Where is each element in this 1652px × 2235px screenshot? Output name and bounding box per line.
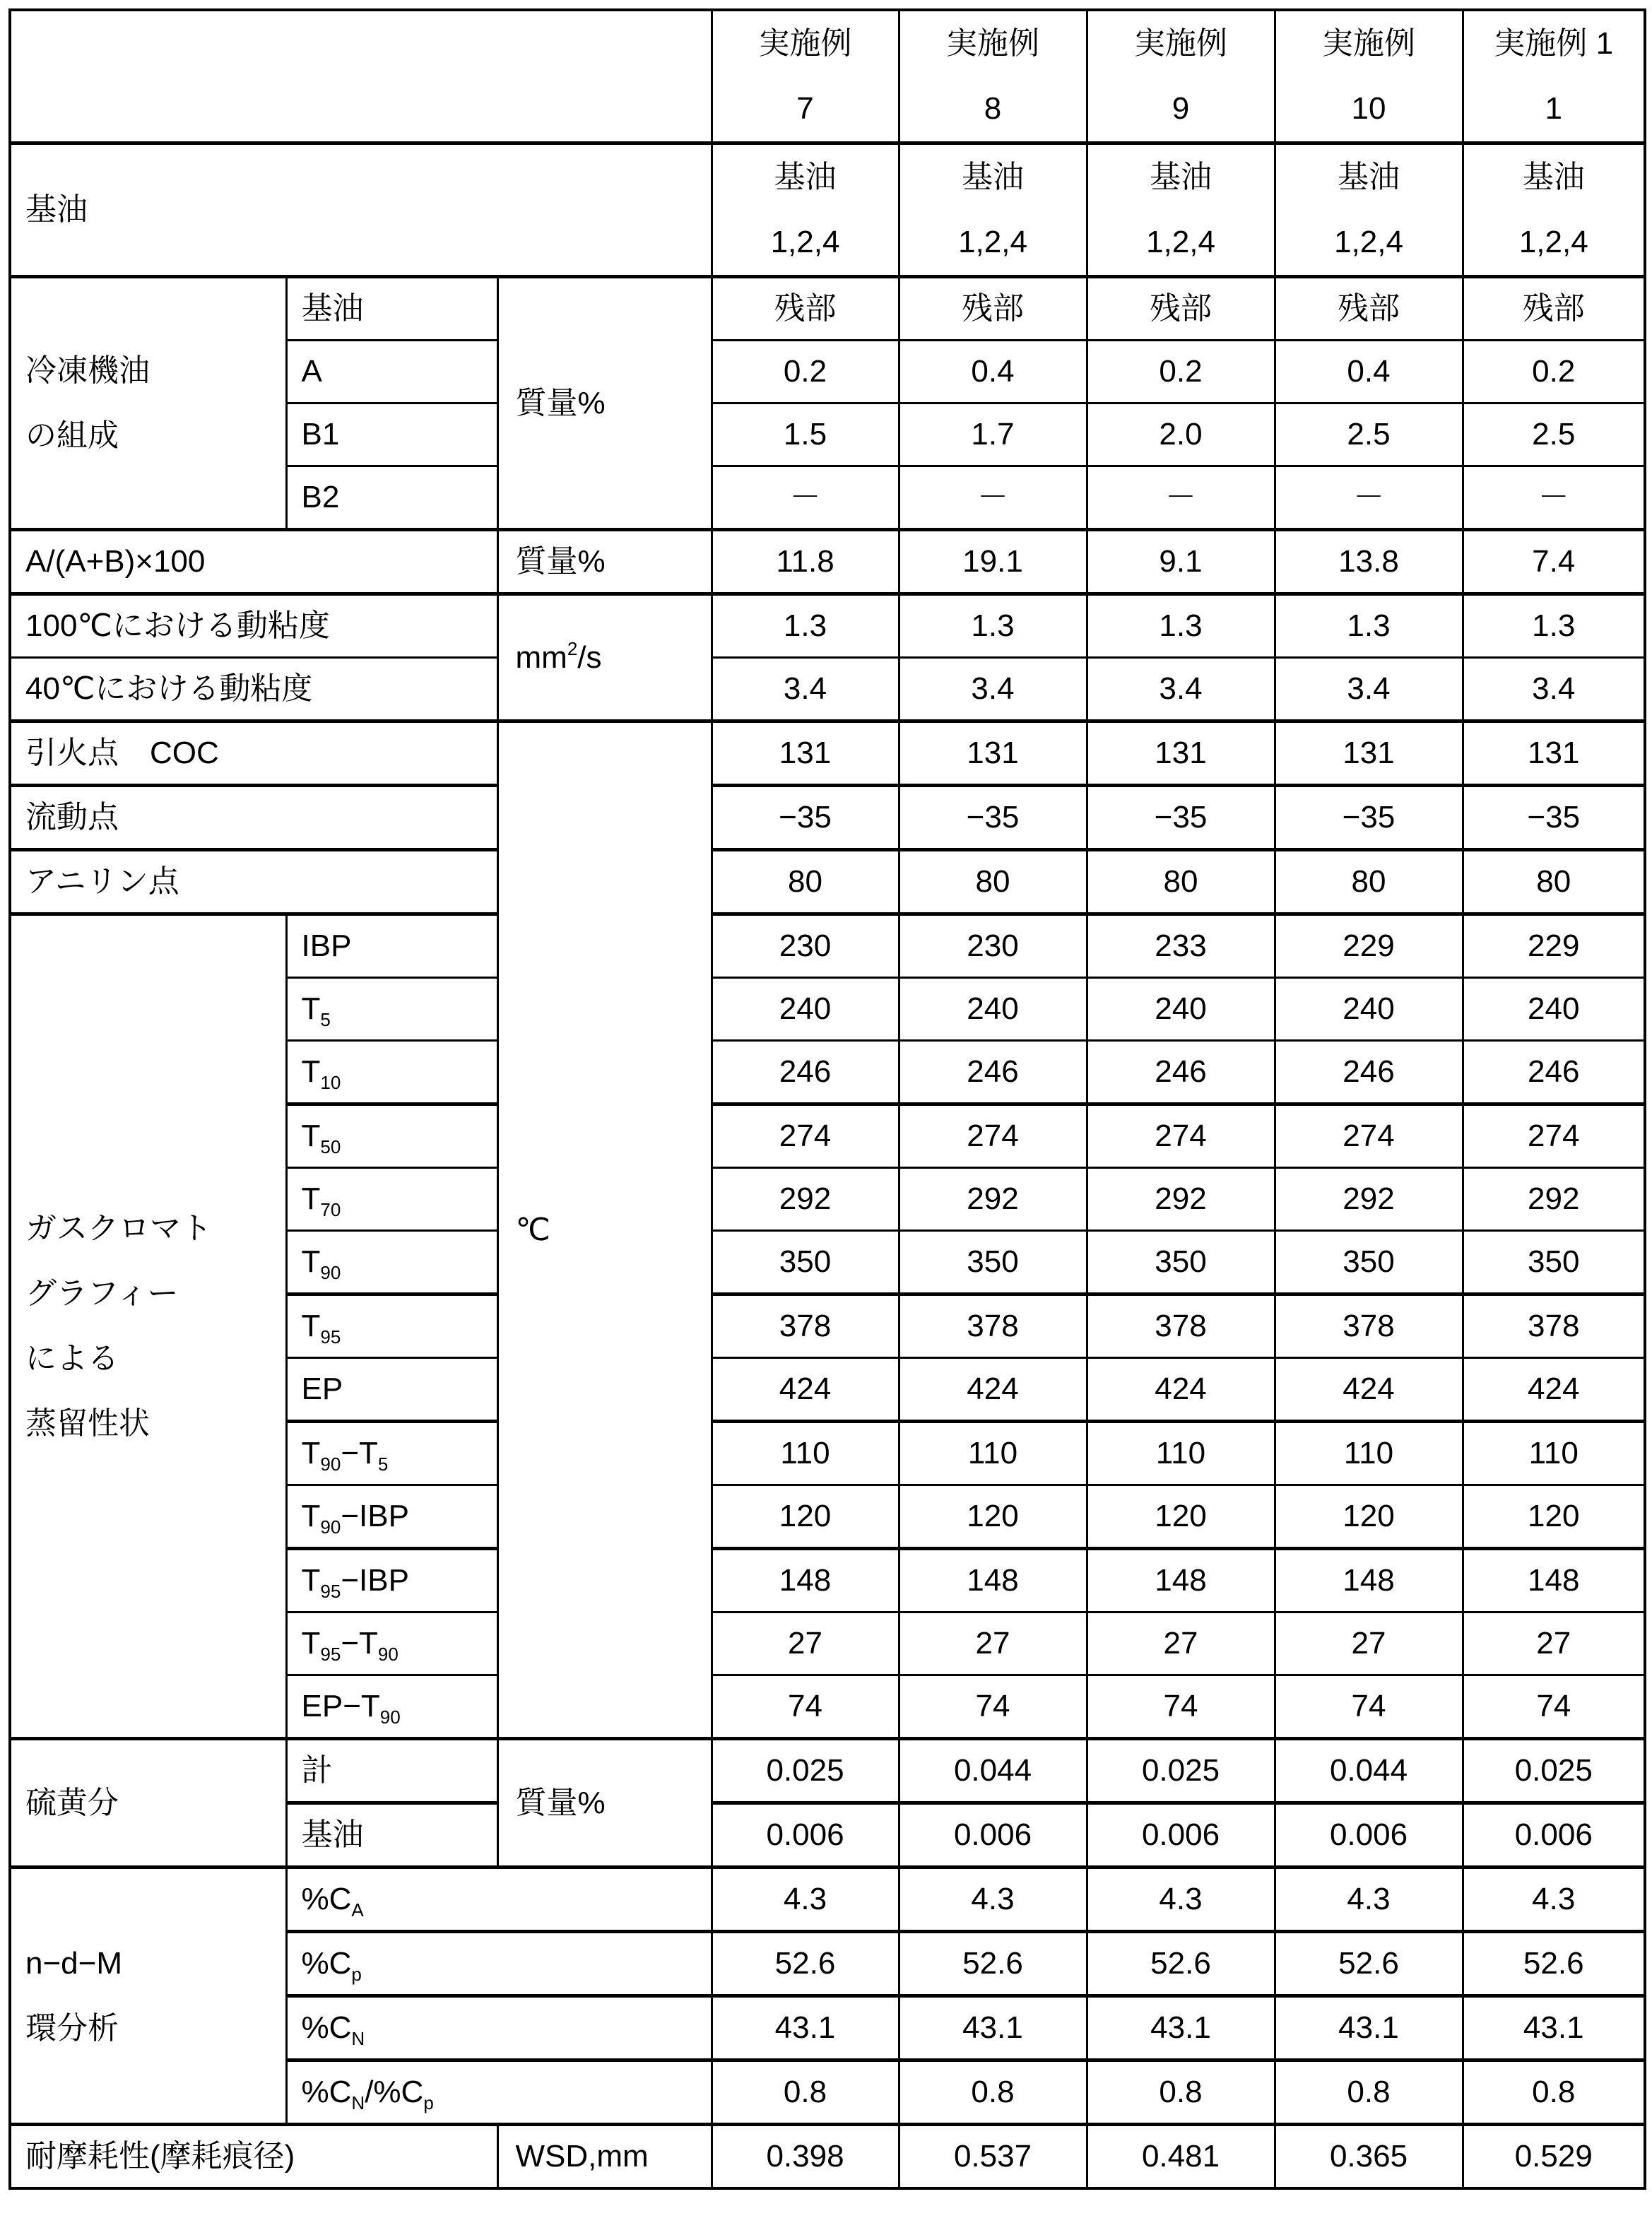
row-label: B1 bbox=[286, 403, 497, 466]
cell: 0.025 bbox=[712, 1739, 899, 1803]
row-label: B2 bbox=[286, 466, 497, 530]
cell: 131 bbox=[1463, 721, 1645, 786]
group-label-distillation: ガスクロマト グラフィー による 蒸留性状 bbox=[10, 914, 286, 1739]
composition-row bbox=[10, 277, 1645, 341]
cell: 292 bbox=[712, 1168, 899, 1231]
unit-cell-viscosity: $mm^2/s$ bbox=[497, 594, 712, 721]
cell: 19.1 bbox=[899, 530, 1087, 594]
cell: 350 bbox=[1463, 1231, 1645, 1295]
cell: 274 bbox=[1087, 1104, 1275, 1168]
cell: 27 bbox=[712, 1612, 899, 1675]
cell: 4.3 bbox=[899, 1868, 1087, 1932]
row-label: $T_{95}$ bbox=[286, 1295, 497, 1358]
cell: － bbox=[1275, 466, 1463, 530]
cell: 43.1 bbox=[1087, 1996, 1275, 2060]
cell: 240 bbox=[1087, 978, 1275, 1041]
cell: 120 bbox=[899, 1485, 1087, 1549]
cell: 残部 bbox=[1087, 277, 1275, 341]
cell: 27 bbox=[899, 1612, 1087, 1675]
cell: 240 bbox=[1275, 978, 1463, 1041]
unit-cell: 質量% bbox=[497, 277, 712, 530]
row-label: $\%C_N$ bbox=[286, 1996, 712, 2060]
cell: 240 bbox=[712, 978, 899, 1041]
row-label: 100℃における動粘度 bbox=[10, 594, 497, 658]
row-label: $\%C_A$ bbox=[286, 1868, 712, 1932]
cell: 0.537 bbox=[899, 2125, 1087, 2189]
cell: 残部 bbox=[899, 277, 1087, 341]
cell: 80 bbox=[1275, 850, 1463, 914]
unit-cell: 質量% bbox=[497, 1739, 712, 1868]
cell: 52.6 bbox=[1275, 1932, 1463, 1996]
row-label: アニリン点 bbox=[10, 850, 497, 914]
cell: 残部 bbox=[1463, 277, 1645, 341]
cell: 120 bbox=[1463, 1485, 1645, 1549]
cell: 0.4 bbox=[1275, 341, 1463, 403]
cell: 246 bbox=[899, 1041, 1087, 1104]
row-label: 耐摩耗性(摩耗痕径) bbox=[10, 2125, 497, 2189]
cell: 43.1 bbox=[1463, 1996, 1645, 2060]
cell: 74 bbox=[712, 1675, 899, 1739]
cell: 131 bbox=[712, 721, 899, 786]
cell: 9.1 bbox=[1087, 530, 1275, 594]
cell: 0.8 bbox=[712, 2060, 899, 2125]
cell: 148 bbox=[1275, 1549, 1463, 1612]
row-label: EP bbox=[286, 1358, 497, 1422]
cell: 52.6 bbox=[1463, 1932, 1645, 1996]
cell: 350 bbox=[1087, 1231, 1275, 1295]
cell: 246 bbox=[1087, 1041, 1275, 1104]
cell: 0.006 bbox=[1463, 1803, 1645, 1868]
cell: 131 bbox=[1087, 721, 1275, 786]
cell: 0.006 bbox=[899, 1803, 1087, 1868]
cell: 0.481 bbox=[1087, 2125, 1275, 2189]
cell: 0.006 bbox=[712, 1803, 899, 1868]
row-label: $T_{90}-T_5$ bbox=[286, 1422, 497, 1485]
cell: 0.8 bbox=[1463, 2060, 1645, 2125]
cell: 424 bbox=[1463, 1358, 1645, 1422]
cell: 378 bbox=[712, 1295, 899, 1358]
row-label: 流動点 bbox=[10, 786, 497, 850]
cell: 274 bbox=[899, 1104, 1087, 1168]
cell: 0.2 bbox=[1087, 341, 1275, 403]
cell: −35 bbox=[899, 786, 1087, 850]
cell: 4.3 bbox=[712, 1868, 899, 1932]
cell: 378 bbox=[899, 1295, 1087, 1358]
header-corner-cell bbox=[10, 10, 712, 143]
cell: 0.398 bbox=[712, 2125, 899, 2189]
cell: 246 bbox=[712, 1041, 899, 1104]
cell: 292 bbox=[1463, 1168, 1645, 1231]
row-label: $EP-T_{90}$ bbox=[286, 1675, 497, 1739]
viscosity-row bbox=[10, 594, 1645, 658]
cell: 0.044 bbox=[1275, 1739, 1463, 1803]
cell: 110 bbox=[712, 1422, 899, 1485]
cell: 3.4 bbox=[1087, 658, 1275, 721]
cell: 3.4 bbox=[712, 658, 899, 721]
column-header-example-11: 実施例 1 1 bbox=[1463, 10, 1645, 143]
unit-cell-temperature: ℃ bbox=[497, 721, 712, 1739]
unit-cell: WSD,mm bbox=[497, 2125, 712, 2189]
cell: 4.3 bbox=[1275, 1868, 1463, 1932]
row-label: $T_{50}$ bbox=[286, 1104, 497, 1168]
cell: 246 bbox=[1463, 1041, 1645, 1104]
cell: 74 bbox=[1463, 1675, 1645, 1739]
row-label: $\%C_N/\%C_p$ bbox=[286, 2060, 712, 2125]
cell: 233 bbox=[1087, 914, 1275, 978]
cell: 4.3 bbox=[1463, 1868, 1645, 1932]
cell: 残部 bbox=[712, 277, 899, 341]
cell: 1.3 bbox=[1275, 594, 1463, 658]
cell: 110 bbox=[1087, 1422, 1275, 1485]
cell: 230 bbox=[712, 914, 899, 978]
row-label: $T_{70}$ bbox=[286, 1168, 497, 1231]
cell: 基油 1,2,4 bbox=[712, 143, 899, 277]
cell: 基油 1,2,4 bbox=[1087, 143, 1275, 277]
cell: 0.025 bbox=[1087, 1739, 1275, 1803]
row-label: $T_5$ bbox=[286, 978, 497, 1041]
cell: 0.044 bbox=[899, 1739, 1087, 1803]
row-label: IBP bbox=[286, 914, 497, 978]
unit-cell: 質量% bbox=[497, 530, 712, 594]
row-label: 基油 bbox=[10, 143, 712, 277]
cell: −35 bbox=[1275, 786, 1463, 850]
cell: 120 bbox=[712, 1485, 899, 1549]
row-label: $T_{90}$ bbox=[286, 1231, 497, 1295]
cell: 378 bbox=[1275, 1295, 1463, 1358]
cell: 3.4 bbox=[1275, 658, 1463, 721]
cell: 0.8 bbox=[899, 2060, 1087, 2125]
column-header-example-8: 実施例 8 bbox=[899, 10, 1087, 143]
cell: 131 bbox=[899, 721, 1087, 786]
cell: 1.3 bbox=[1087, 594, 1275, 658]
distillation-row bbox=[10, 914, 1645, 978]
header-row bbox=[10, 10, 1645, 143]
cell: 0.025 bbox=[1463, 1739, 1645, 1803]
column-header-example-10: 実施例 10 bbox=[1275, 10, 1463, 143]
cell: 1.3 bbox=[899, 594, 1087, 658]
cell: 43.1 bbox=[712, 1996, 899, 2060]
cell: 0.8 bbox=[1275, 2060, 1463, 2125]
cell: 0.006 bbox=[1275, 1803, 1463, 1868]
cell: 0.006 bbox=[1087, 1803, 1275, 1868]
cell: 74 bbox=[1087, 1675, 1275, 1739]
cell: 0.529 bbox=[1463, 2125, 1645, 2189]
row-label: $\%C_p$ bbox=[286, 1932, 712, 1996]
cell: 378 bbox=[1087, 1295, 1275, 1358]
cell: 292 bbox=[899, 1168, 1087, 1231]
cell: 43.1 bbox=[1275, 1996, 1463, 2060]
cell: 1.5 bbox=[712, 403, 899, 466]
cell: 基油 1,2,4 bbox=[899, 143, 1087, 277]
cell: 7.4 bbox=[1463, 530, 1645, 594]
cell: 424 bbox=[712, 1358, 899, 1422]
cell: 80 bbox=[1463, 850, 1645, 914]
cell: 230 bbox=[899, 914, 1087, 978]
cell: 292 bbox=[1275, 1168, 1463, 1231]
cell: 27 bbox=[1463, 1612, 1645, 1675]
cell: 246 bbox=[1275, 1041, 1463, 1104]
cell: 74 bbox=[899, 1675, 1087, 1739]
row-label: A bbox=[286, 341, 497, 403]
row-label: 40℃における動粘度 bbox=[10, 658, 497, 721]
cell: 292 bbox=[1087, 1168, 1275, 1231]
cell: −35 bbox=[712, 786, 899, 850]
cell: 424 bbox=[1275, 1358, 1463, 1422]
cell: 274 bbox=[712, 1104, 899, 1168]
cell: 120 bbox=[1087, 1485, 1275, 1549]
cell: 11.8 bbox=[712, 530, 899, 594]
cell: 424 bbox=[1087, 1358, 1275, 1422]
cell: 2.0 bbox=[1087, 403, 1275, 466]
cell: 4.3 bbox=[1087, 1868, 1275, 1932]
cell: 基油 1,2,4 bbox=[1275, 143, 1463, 277]
cell: 1.7 bbox=[899, 403, 1087, 466]
cell: 27 bbox=[1275, 1612, 1463, 1675]
properties-table bbox=[8, 8, 1646, 2190]
cell: 2.5 bbox=[1463, 403, 1645, 466]
row-label: 基油 bbox=[286, 1803, 497, 1868]
cell: 74 bbox=[1275, 1675, 1463, 1739]
row-label: A/(A+B)×100 bbox=[10, 530, 497, 594]
property-row bbox=[10, 721, 1645, 786]
ratio-row bbox=[10, 530, 1645, 594]
cell: － bbox=[1087, 466, 1275, 530]
cell: － bbox=[899, 466, 1087, 530]
cell: 52.6 bbox=[712, 1932, 899, 1996]
cell: 148 bbox=[712, 1549, 899, 1612]
cell: 0.4 bbox=[899, 341, 1087, 403]
cell: 240 bbox=[1463, 978, 1645, 1041]
cell: 43.1 bbox=[899, 1996, 1087, 2060]
sulfur-row bbox=[10, 1739, 1645, 1803]
cell: 148 bbox=[1087, 1549, 1275, 1612]
row-label: $T_{10}$ bbox=[286, 1041, 497, 1104]
cell: 80 bbox=[712, 850, 899, 914]
cell: −35 bbox=[1463, 786, 1645, 850]
cell: 0.2 bbox=[1463, 341, 1645, 403]
cell: 1.3 bbox=[712, 594, 899, 658]
cell: － bbox=[712, 466, 899, 530]
cell: 110 bbox=[1463, 1422, 1645, 1485]
property-row bbox=[10, 850, 1645, 914]
cell: 27 bbox=[1087, 1612, 1275, 1675]
cell: −35 bbox=[1087, 786, 1275, 850]
group-label-ndm: n−d−M 環分析 bbox=[10, 1868, 286, 2125]
cell: － bbox=[1463, 466, 1645, 530]
wear-row bbox=[10, 2125, 1645, 2189]
cell: 424 bbox=[899, 1358, 1087, 1422]
cell: 3.4 bbox=[899, 658, 1087, 721]
cell: 148 bbox=[1463, 1549, 1645, 1612]
row-label: 基油 bbox=[286, 277, 497, 341]
cell: 0.8 bbox=[1087, 2060, 1275, 2125]
row-label: 計 bbox=[286, 1739, 497, 1803]
cell: 350 bbox=[899, 1231, 1087, 1295]
row-label: $T_{95}-T_{90}$ bbox=[286, 1612, 497, 1675]
ndm-row bbox=[10, 1868, 1645, 1932]
cell: 0.365 bbox=[1275, 2125, 1463, 2189]
cell: 378 bbox=[1463, 1295, 1645, 1358]
column-header-example-7: 実施例 7 bbox=[712, 10, 899, 143]
cell: 229 bbox=[1463, 914, 1645, 978]
cell: 52.6 bbox=[899, 1932, 1087, 1996]
row-label: $T_{90}-IBP$ bbox=[286, 1485, 497, 1549]
cell: 0.2 bbox=[712, 341, 899, 403]
group-label-sulfur: 硫黄分 bbox=[10, 1739, 286, 1868]
cell: 基油 1,2,4 bbox=[1463, 143, 1645, 277]
group-label-composition: 冷凍機油 の組成 bbox=[10, 277, 286, 530]
cell: 229 bbox=[1275, 914, 1463, 978]
cell: 148 bbox=[899, 1549, 1087, 1612]
cell: 80 bbox=[899, 850, 1087, 914]
cell: 110 bbox=[899, 1422, 1087, 1485]
column-header-example-9: 実施例 9 bbox=[1087, 10, 1275, 143]
viscosity-row bbox=[10, 658, 1645, 721]
cell: 131 bbox=[1275, 721, 1463, 786]
cell: 350 bbox=[712, 1231, 899, 1295]
cell: 274 bbox=[1275, 1104, 1463, 1168]
cell: 1.3 bbox=[1463, 594, 1645, 658]
cell: 残部 bbox=[1275, 277, 1463, 341]
cell: 120 bbox=[1275, 1485, 1463, 1549]
base-oil-row bbox=[10, 143, 1645, 277]
cell: 274 bbox=[1463, 1104, 1645, 1168]
property-row bbox=[10, 786, 1645, 850]
cell: 350 bbox=[1275, 1231, 1463, 1295]
cell: 3.4 bbox=[1463, 658, 1645, 721]
cell: 240 bbox=[899, 978, 1087, 1041]
row-label: $T_{95}-IBP$ bbox=[286, 1549, 497, 1612]
cell: 80 bbox=[1087, 850, 1275, 914]
cell: 52.6 bbox=[1087, 1932, 1275, 1996]
cell: 13.8 bbox=[1275, 530, 1463, 594]
row-label: 引火点 COC bbox=[10, 721, 497, 786]
cell: 110 bbox=[1275, 1422, 1463, 1485]
cell: 2.5 bbox=[1275, 403, 1463, 466]
